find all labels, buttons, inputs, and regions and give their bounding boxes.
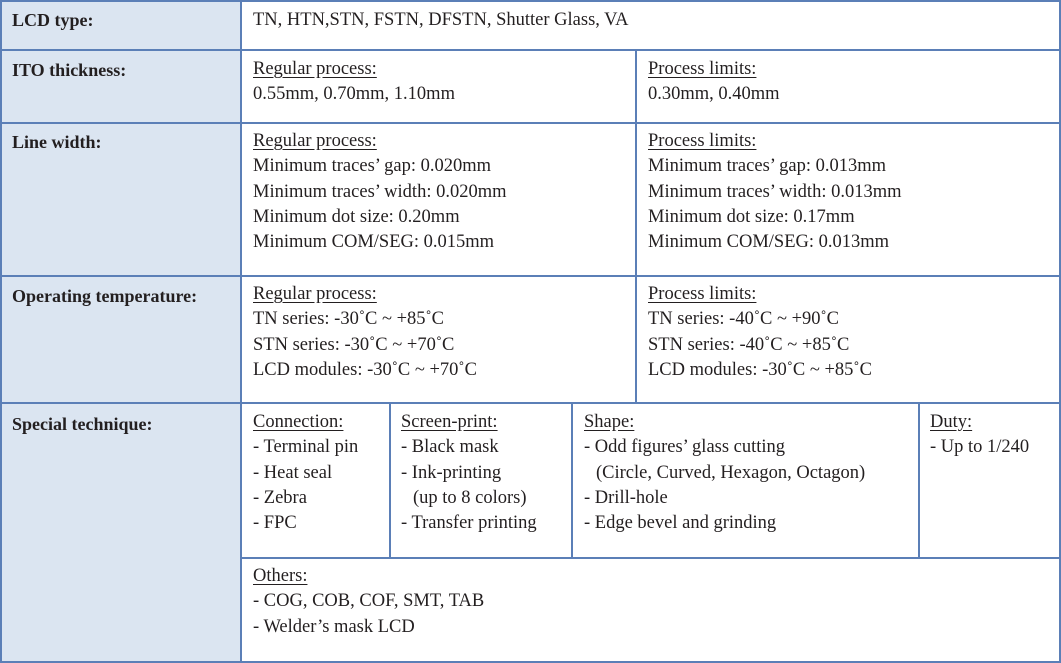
value-lcd-type: TN, HTN,STN, FSTN, DFSTN, Shutter Glass, VA: [253, 10, 629, 30]
grid-line-special-3: [918, 403, 920, 558]
shape-line: (Circle, Curved, Hexagon, Octagon): [596, 462, 866, 483]
shape-cell: [584, 410, 865, 536]
grid-line-process-divider: [635, 50, 637, 403]
ito-limits-line: 0.30mm, 0.40mm: [648, 84, 780, 105]
line-width-limits-title: Process limits:: [648, 131, 757, 151]
screen-print-line: - Ink-printing: [401, 462, 502, 483]
label-special-technique: Special technique:: [12, 414, 153, 434]
label-ito-thickness: ITO thickness:: [12, 60, 127, 80]
duty-cell: [930, 410, 1029, 461]
grid-line-h3: [0, 275, 1061, 277]
temp-limits-line: STN series: -40˚C ~ +85˚C: [648, 334, 850, 355]
label-operating-temperature: Operating temperature:: [12, 286, 198, 306]
connection-cell: [253, 410, 358, 536]
screen-print-line: - Transfer printing: [401, 513, 537, 534]
others-line: - Welder’s mask LCD: [253, 616, 415, 637]
ito-regular-line: 0.55mm, 0.70mm, 1.10mm: [253, 84, 455, 105]
others-cell: [253, 564, 484, 640]
line-width-limits-line: Minimum traces’ width: 0.013mm: [648, 181, 902, 202]
label-line-width: Line width:: [12, 132, 102, 152]
grid-line-special-1: [389, 403, 391, 558]
temp-limits-line: LCD modules: -30˚C ~ +85˚C: [648, 359, 872, 380]
ito-limits-cell: [648, 57, 780, 108]
temp-limits-line: TN series: -40˚C ~ +90˚C: [648, 309, 840, 330]
line-width-regular-line: Minimum COM/SEG: 0.015mm: [253, 232, 495, 253]
screen-print-cell: [401, 410, 537, 536]
grid-line-special-2: [571, 403, 573, 558]
duty-line: - Up to 1/240: [930, 437, 1030, 458]
line-width-regular-cell: [253, 129, 507, 255]
grid-line-top: [0, 0, 1061, 2]
line-width-regular-title: Regular process:: [253, 131, 377, 151]
ito-regular-title: Regular process:: [253, 59, 377, 79]
temp-regular-line: TN series: -30˚C ~ +85˚C: [253, 309, 445, 330]
temp-limits-title: Process limits:: [648, 284, 757, 304]
shape-title: Shape:: [584, 412, 635, 432]
temp-regular-line: LCD modules: -30˚C ~ +70˚C: [253, 359, 477, 380]
connection-title: Connection:: [253, 412, 344, 432]
line-width-limits-line: Minimum dot size: 0.17mm: [648, 206, 855, 227]
connection-line: - FPC: [253, 513, 297, 534]
temp-regular-line: STN series: -30˚C ~ +70˚C: [253, 334, 455, 355]
grid-line-h4: [0, 402, 1061, 404]
line-width-limits-line: Minimum traces’ gap: 0.013mm: [648, 156, 887, 177]
duty-title: Duty:: [930, 412, 973, 432]
line-width-limits-cell: [648, 129, 902, 255]
row-header-bg-special-technique: [0, 403, 241, 663]
grid-line-left: [0, 0, 2, 663]
others-title: Others:: [253, 566, 308, 586]
line-width-regular-line: Minimum traces’ gap: 0.020mm: [253, 156, 492, 177]
line-width-limits-line: Minimum COM/SEG: 0.013mm: [648, 232, 890, 253]
ito-limits-title: Process limits:: [648, 59, 757, 79]
grid-line-h5: [241, 557, 1061, 559]
shape-line: - Edge bevel and grinding: [584, 513, 777, 534]
temp-regular-cell: [253, 282, 477, 383]
grid-line-h1: [0, 49, 1061, 51]
connection-line: - Terminal pin: [253, 437, 359, 458]
shape-line: - Odd figures’ glass cutting: [584, 437, 786, 458]
ito-regular-cell: [253, 57, 455, 108]
others-line: - COG, COB, COF, SMT, TAB: [253, 591, 485, 612]
connection-line: - Zebra: [253, 487, 307, 508]
temp-regular-title: Regular process:: [253, 284, 377, 304]
screen-print-line: (up to 8 colors): [413, 487, 527, 508]
screen-print-title: Screen-print:: [401, 412, 498, 432]
shape-line: - Drill-hole: [584, 487, 668, 508]
grid-line-h2: [0, 122, 1061, 124]
grid-line-header-divider: [240, 0, 242, 663]
label-lcd-type: LCD type:: [12, 10, 94, 30]
connection-line: - Heat seal: [253, 462, 333, 483]
line-width-regular-line: Minimum traces’ width: 0.020mm: [253, 181, 507, 202]
screen-print-line: - Black mask: [401, 437, 499, 458]
temp-limits-cell: [648, 282, 872, 383]
line-width-regular-line: Minimum dot size: 0.20mm: [253, 206, 460, 227]
